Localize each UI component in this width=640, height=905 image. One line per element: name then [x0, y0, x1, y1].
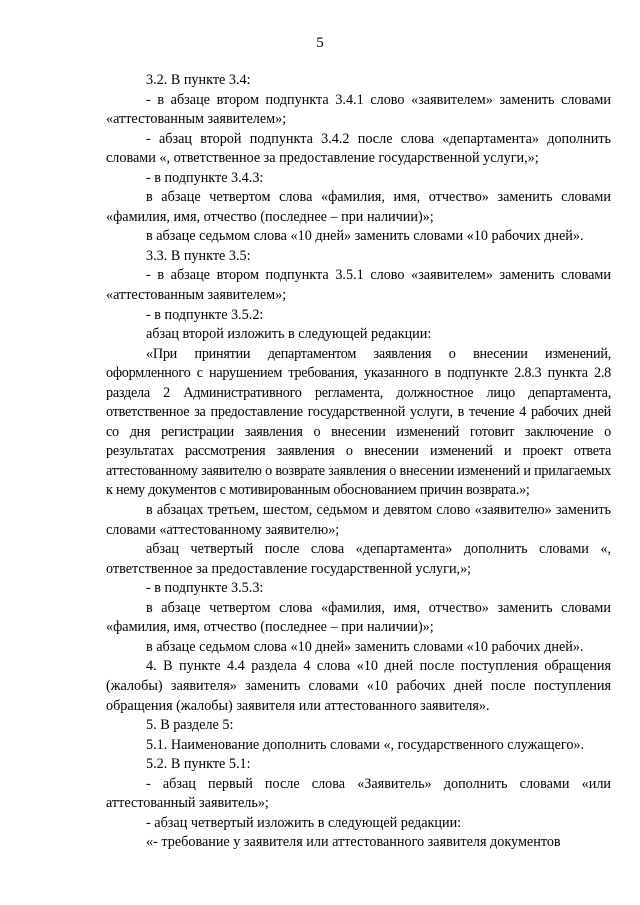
- paragraph: 5.1. Наименование дополнить словами «, государственного служащего».: [146, 736, 585, 753]
- paragraph: 5.2. В пункте 5.1:: [146, 756, 251, 773]
- paragraph: - абзац четвертый изложить в следующей редакции:: [146, 814, 462, 831]
- paragraph: в абзаце четвертом слова «фамилия, имя, отчество» заменить словами «фамилия, имя, отчество (последнее – при наличии)»;: [106, 189, 611, 225]
- paragraph: - в абзаце втором подпункта 3.4.1 слово «заявителем» заменить словами «аттестованным заявителем»;: [106, 91, 611, 128]
- page-number: 5: [316, 35, 324, 51]
- paragraph: 3.3. В пункте 3.5:: [146, 247, 251, 264]
- document-body: [106, 71, 611, 853]
- paragraph: - в подпункте 3.5.2:: [146, 306, 264, 323]
- paragraph: абзац второй изложить в следующей редакции:: [146, 326, 432, 343]
- paragraph: в абзацах третьем, шестом, седьмом и девятом слово «заявителю» заменить словами «аттестованному заявителю»;: [106, 502, 611, 538]
- paragraph: в абзаце седьмом слова «10 дней» заменить словами «10 рабочих дней».: [146, 638, 584, 655]
- paragraph: 5. В разделе 5:: [146, 717, 234, 734]
- paragraph: - абзац второй подпункта 3.4.2 после слова «департамента» дополнить словами «, ответственное за предоставление государственной услуги,»;: [106, 130, 611, 167]
- paragraph: - абзац первый после слова «Заявитель» дополнить словами «или аттестованный заявитель»;: [106, 775, 611, 812]
- paragraph: в абзаце четвертом слова «фамилия, имя, отчество» заменить словами «фамилия, имя, отчество (последнее – при наличии)»;: [106, 599, 611, 636]
- paragraph: - в абзаце втором подпункта 3.5.1 слово «заявителем» заменить словами «аттестованным заявителем»;: [106, 267, 611, 304]
- paragraph: - в подпункте 3.4.3:: [146, 169, 264, 186]
- paragraph: - в подпункте 3.5.3:: [146, 580, 264, 597]
- paragraph: «- требование у заявителя или аттестованного заявителя документов: [146, 834, 561, 851]
- paragraph: 3.2. В пункте 3.4:: [146, 72, 251, 88]
- paragraph: «При принятии департаментом заявления о внесении изменений, оформленного с нарушением требования, указанного в подпункте 2.8.3 пункта 2.8 раздела 2 Административного регламента, должностное лицо департамента, ответственное за предоставление государственной услуги, в течение 4 рабочих дней со дня регистрации заявления о внесении изменений готовит заключение о результатах рассмотрения заявления о внесении изменений и проект ответа аттестованному заявителю о возврате заявления о внесении изменений и прилагаемых к нему документов с мотивированным обоснованием причин возврата.»;: [106, 345, 611, 499]
- paragraph: в абзаце седьмом слова «10 дней» заменить словами «10 рабочих дней».: [146, 228, 584, 245]
- paragraph: 4. В пункте 4.4 раздела 4 слова «10 дней после поступления обращения (жалобы) заявителя» заменить словами «10 рабочих дней после поступления обращения (жалобы) заявителя или аттестованного заявителя».: [106, 658, 611, 714]
- paragraph: абзац четвертый после слова «департамента» дополнить словами «, ответственное за предоставление государственной услуги,»;: [106, 541, 611, 577]
